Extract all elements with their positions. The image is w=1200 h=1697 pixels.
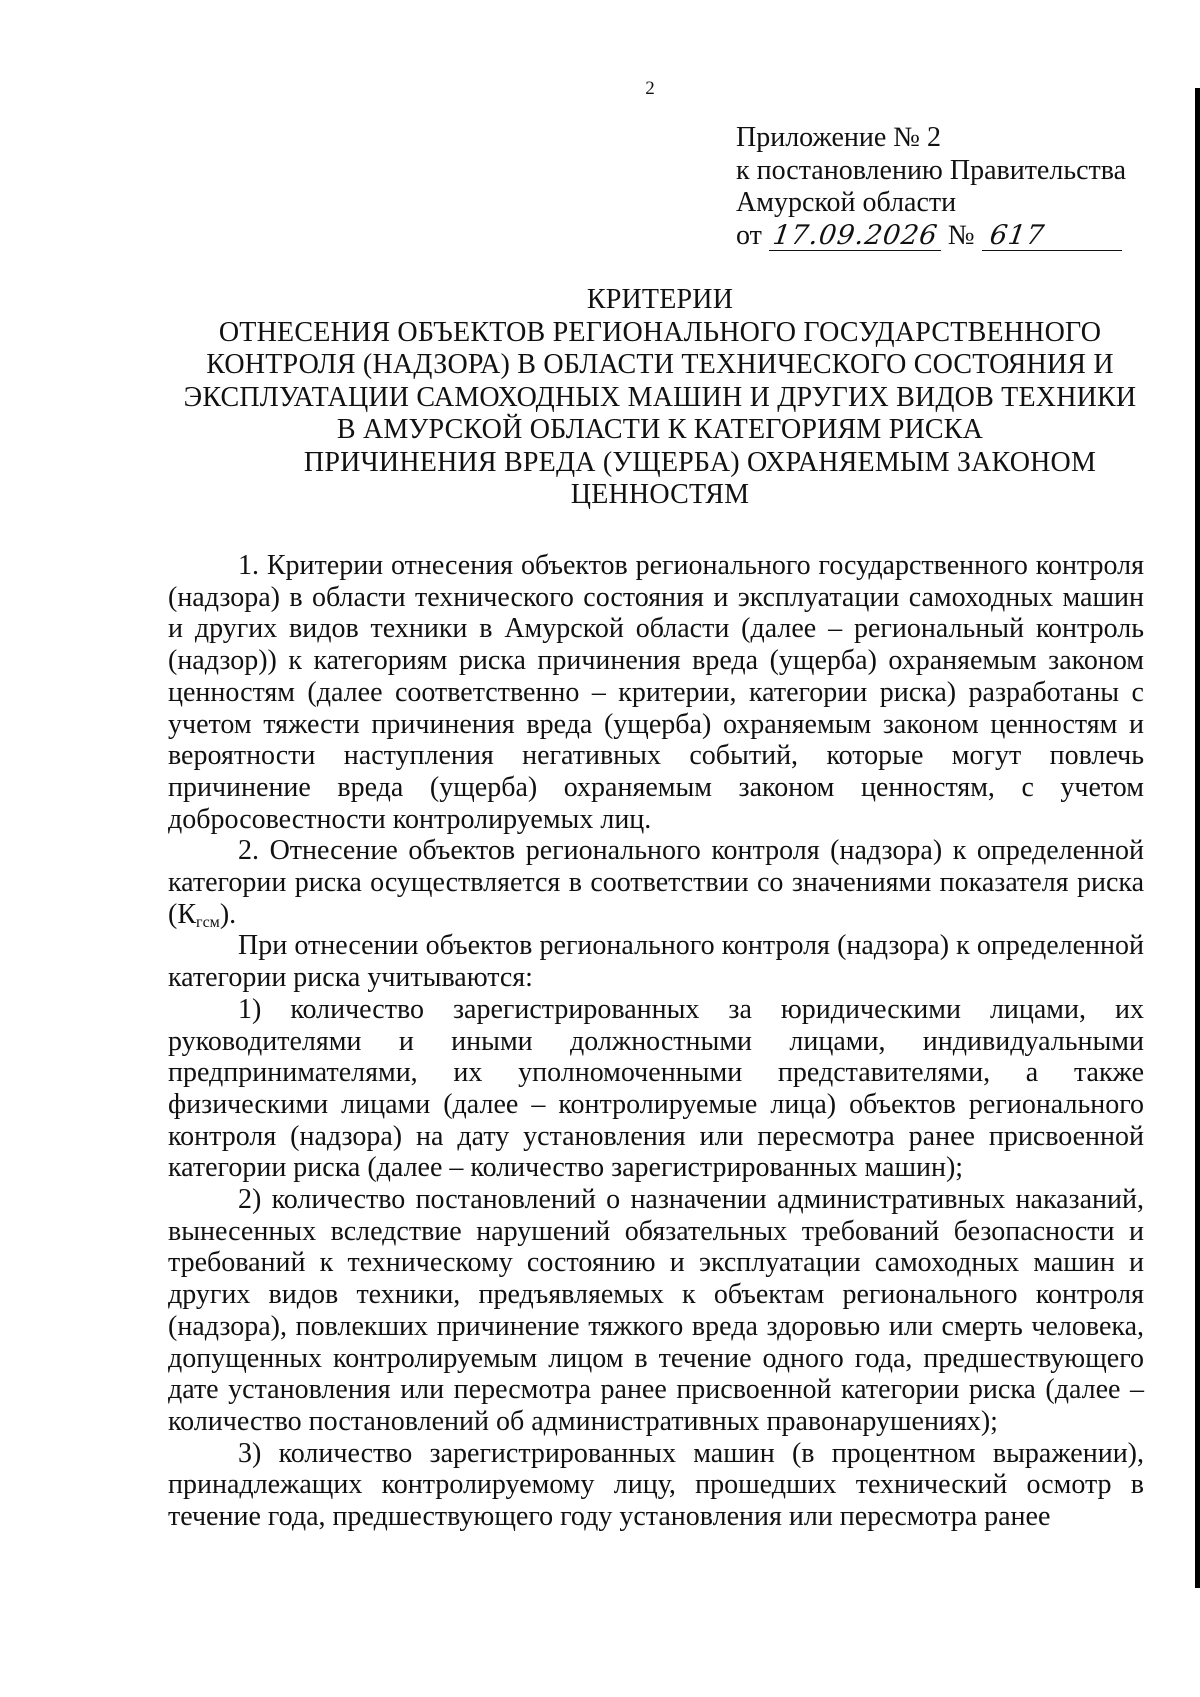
appendix-title: Приложение № 2 (736, 122, 941, 153)
appendix-region-line: Амурской области (736, 187, 957, 218)
list-item-1: 1) количество зарегистрированных за юридическими лицами, их руководителями и иными должностными лицами, индивидуальными предпринимателями, их уполномоченными представителями, а также физическими лицами (далее – контролируемые лица) объектов регионального контроля (надзора) на дату установления или пересмотра ранее присвоенной категории риска (далее – количество зарегистрированных машин); (168, 993, 1144, 1184)
title-line: КРИТЕРИИ (586, 284, 734, 315)
date-prefix: от (736, 219, 762, 251)
title-line: ЭКСПЛУАТАЦИИ САМОХОДНЫХ МАШИН И ДРУГИХ ВИДОВ ТЕХНИКИ (183, 381, 1137, 413)
title-line: ОТНЕСЕНИЯ ОБЪЕКТОВ РЕГИОНАЛЬНОГО ГОСУДАРСТВЕННОГО (218, 316, 1102, 348)
handwritten-date: 17.09.2026 (770, 219, 940, 251)
title-line: В АМУРСКОЙ ОБЛАСТИ К КАТЕГОРИЯМ РИСКА (336, 414, 984, 445)
risk-index-subscript: гсм (196, 913, 220, 931)
document-body (168, 550, 1144, 1533)
title-line: ЦЕННОСТЯМ (570, 479, 750, 510)
appendix-block (736, 122, 1126, 252)
paragraph-1: 1. Критерии отнесения объектов регионального государственного контроля (надзора) в области технического состояния и эксплуатации самоходных машин и других видов техники в Амурской области (далее – региональный контроль (надзор)) к категориям риска причинения вреда (ущерба) охраняемым законом ценностям (далее соответственно – критерии, категории риска) разработаны с учетом тяжести причинения вреда (ущерба) охраняемым законом ценностям и вероятности наступления негативных событий, которые могут повлечь причинение вреда (ущерба) охраняемым законом ценностям, с учетом добросовестности контролируемых лиц. (168, 550, 1144, 835)
paragraph-2-text: 2. Отнесение объектов регионального контроля (надзора) к определенной категории риска осуществляется в соответствии со значениями показателя риска ( (168, 835, 1144, 930)
number-field (982, 219, 1122, 251)
paragraph-2-end: ). (219, 898, 237, 930)
scan-edge-line (1195, 88, 1200, 1588)
document-title (160, 284, 1160, 512)
title-line: ПРИЧИНЕНИЯ ВРЕДА (УЩЕРБА) ОХРАНЯЕМЫМ ЗАКОНОМ (303, 446, 1097, 478)
date-field (769, 219, 941, 251)
appendix-resolution-line: к постановлению Правительства (736, 154, 1127, 186)
handwritten-number: 617 (987, 219, 1047, 251)
list-item-2: 2) количество постановлений о назначении административных наказаний, вынесенных вследствие нарушений обязательных требований безопасности и требований к техническому состоянию и эксплуатации самоходных машин и других видов техники, предъявляемых к объектам регионального контроля (надзора), повлекших причинение тяжкого вреда здоровью или смерть человека, допущенных контролируемым лицом в течение одного года, предшествующего дате установления или пересмотра ранее присвоенной категории риска (далее – количество постановлений об административных правонарушениях); (168, 1184, 1144, 1437)
appendix-date-number-line (736, 220, 1126, 253)
paragraph-3: При отнесении объектов регионального контроля (надзора) к определенной категории риска учитываются: (168, 930, 1144, 994)
title-line: КОНТРОЛЯ (НАДЗОРА) В ОБЛАСТИ ТЕХНИЧЕСКОГО СОСТОЯНИЯ И (206, 349, 1114, 380)
page-number: 2 (645, 78, 655, 99)
risk-index-symbol: К (177, 898, 197, 930)
list-item-3: 3) количество зарегистрированных машин (в процентном выражении), принадлежащих контролируемому лицу, прошедших технический осмотр в течение года, предшествующего году установления или пересмотра ранее (168, 1437, 1144, 1533)
paragraph-2 (168, 835, 1144, 930)
number-prefix: № (947, 219, 975, 251)
